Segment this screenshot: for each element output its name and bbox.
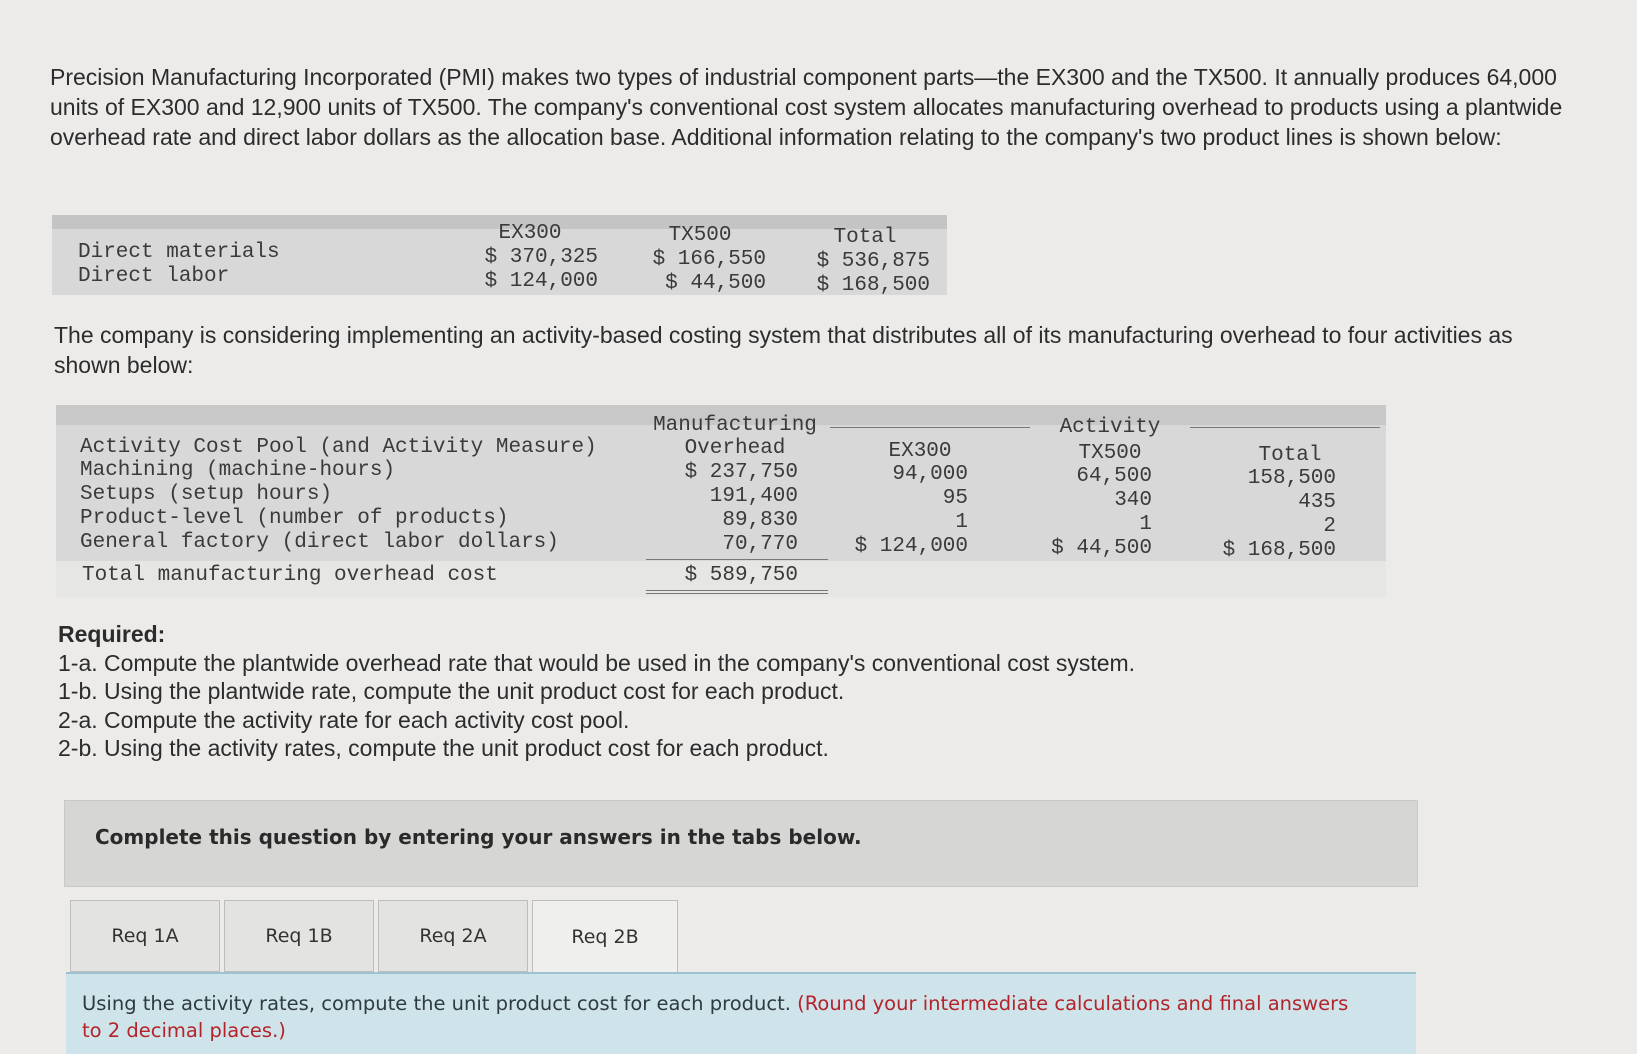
activity-header-rule — [830, 427, 1030, 428]
activity-row-ex300: 1 — [955, 511, 968, 534]
tab-label: Req 2B — [571, 925, 639, 948]
activity-row-tx500: $ 44,500 — [1051, 537, 1152, 560]
cost-row-label: Direct labor — [78, 265, 230, 288]
tab-req-1a[interactable] — [70, 900, 220, 972]
activity-row-total: 435 — [1298, 491, 1336, 514]
total-overhead-value: $ 589,750 — [684, 564, 798, 587]
activity-row-overhead: 70,770 — [722, 533, 798, 556]
cost-row-tx500: $ 166,550 — [652, 248, 766, 271]
activity-row-ex300: 94,000 — [892, 463, 968, 486]
required-item: 2-a. Compute the activity rate for each activity cost pool. — [58, 706, 630, 733]
required-item: 1-a. Compute the plantwide overhead rate that would be used in the company's conventional cost system. — [58, 649, 1136, 676]
banner-text: Complete this question by entering your answers in the tabs below. — [95, 825, 862, 849]
activity-row-total: 158,500 — [1247, 467, 1336, 490]
activity-row-tx500: 340 — [1114, 489, 1152, 512]
required-item: 1-b. Using the plantwide rate, compute the unit product cost for each product. — [58, 678, 845, 704]
header-tx500: TX500 — [1078, 442, 1142, 465]
activity-row-label: Setups (setup hours) — [80, 483, 333, 506]
activity-row-overhead: $ 237,750 — [684, 461, 798, 484]
tab-instruction-box — [66, 972, 1416, 1054]
activity-header-rule — [1190, 427, 1380, 428]
cost-row-ex300: $ 370,325 — [484, 246, 598, 269]
cost-header-tx500: TX500 — [668, 224, 732, 247]
activity-row-label: Machining (machine-hours) — [80, 459, 396, 482]
activity-row-total: 2 — [1323, 515, 1336, 538]
header-manufacturing: Manufacturing — [653, 414, 817, 437]
tab-req-1b[interactable] — [224, 900, 374, 972]
activity-row-tx500: 64,500 — [1076, 465, 1152, 488]
required-title: Required: — [58, 621, 166, 647]
header-ex300: EX300 — [888, 440, 952, 463]
instruction-text — [82, 990, 1362, 1044]
activity-row-total: $ 168,500 — [1222, 539, 1336, 562]
required-section — [58, 620, 1458, 763]
header-total: Total — [1258, 444, 1322, 467]
subtotal-rule — [646, 559, 828, 560]
activity-row-label: General factory (direct labor dollars) — [80, 531, 559, 554]
tab-label: Req 1B — [265, 925, 333, 947]
activity-row-tx500: 1 — [1139, 513, 1152, 536]
cost-row-tx500: $ 44,500 — [665, 272, 766, 295]
total-double-rule — [646, 590, 828, 594]
instructions-banner — [64, 800, 1418, 887]
total-overhead-label: Total manufacturing overhead cost — [82, 564, 498, 587]
header-activity: Activity — [1059, 416, 1161, 439]
rounding-note: (Round your intermediate calculations and final answers to 2 decimal places.) — [82, 992, 1349, 1042]
activity-row-overhead: 191,400 — [709, 485, 798, 508]
activity-row-ex300: 95 — [942, 487, 968, 510]
cost-row-total: $ 168,500 — [816, 274, 930, 297]
header-overhead: Overhead — [684, 437, 786, 460]
tab-req-2b[interactable] — [532, 900, 678, 972]
activity-row-label: Product-level (number of products) — [80, 507, 509, 530]
instruction-main: Using the activity rates, compute the unit product cost for each product. — [82, 992, 791, 1015]
cost-header-ex300: EX300 — [498, 222, 562, 245]
cost-header-total: Total — [833, 226, 897, 249]
activity-row-ex300: $ 124,000 — [854, 535, 968, 558]
header-activity-pool: Activity Cost Pool (and Activity Measure) — [80, 436, 597, 459]
tab-label: Req 1A — [111, 925, 179, 947]
cost-row-total: $ 536,875 — [816, 250, 930, 273]
required-item: 2-b. Using the activity rates, compute the unit product cost for each product. — [58, 735, 829, 761]
tab-req-2a[interactable] — [378, 900, 528, 972]
activity-row-overhead: 89,830 — [722, 509, 798, 532]
abc-intro-paragraph: The company is considering implementing an activity-based costing system that distributes all of its manufacturing overhead to four activities as shown below: — [54, 322, 1513, 378]
cost-row-ex300: $ 124,000 — [484, 270, 598, 293]
tab-label: Req 2A — [419, 925, 487, 947]
intro-paragraph: Precision Manufacturing Incorporated (PMI) makes two types of industrial component parts—the EX300 and the TX500. It annually produces 64,000 units of EX300 and 12,900 units of TX500. The company's conventional cost system allocates manufacturing overhead to products using a plantwide overhead rate and direct labor dollars as the allocation base. Additional information relating to the company's two product lines is shown below: — [50, 64, 1563, 150]
cost-row-label: Direct materials — [78, 241, 280, 264]
